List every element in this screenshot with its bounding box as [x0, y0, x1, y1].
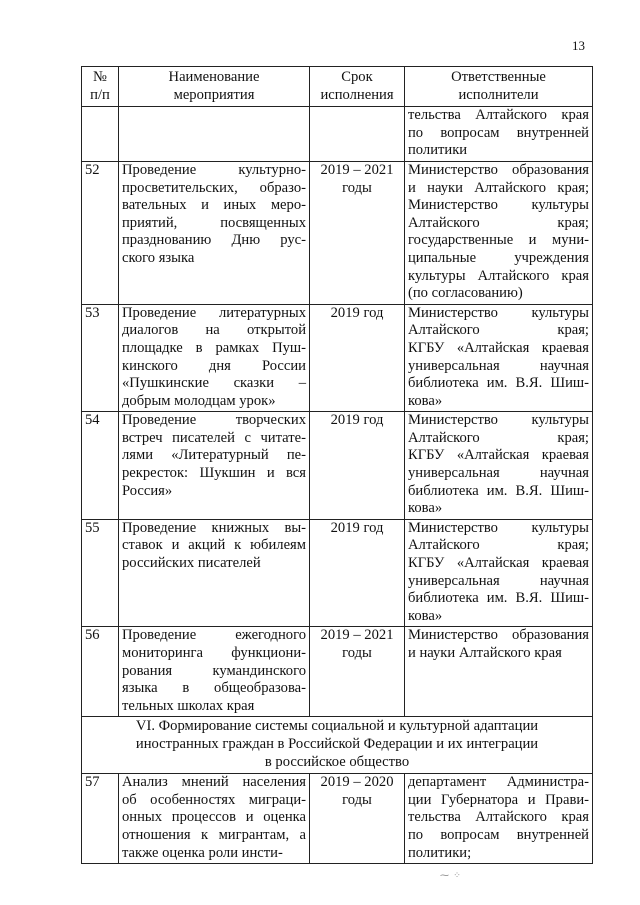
cell-line: Алтайского края; — [408, 322, 589, 339]
event-name-cell — [119, 304, 310, 412]
event-name-cell — [119, 161, 310, 304]
cell-line: КГБУ «Алтайская краевая — [408, 555, 589, 572]
cell-line: диалогов на открытой — [122, 322, 306, 339]
responsible-cell — [405, 304, 593, 412]
table-row — [82, 774, 593, 864]
cell-line: библиотека им. В.Я. Шиш- — [408, 590, 589, 607]
cell-line: ского языка — [122, 249, 195, 266]
cell-line: «Пушкинские сказки – — [122, 375, 306, 392]
continuation-num-cell — [82, 107, 119, 162]
cell-line: Министерство культуры — [408, 304, 589, 321]
cell-line: по вопросам внутренней — [408, 826, 589, 843]
cell-line: библиотека им. В.Я. Шиш- — [408, 482, 589, 499]
cell-line: мониторинга функциони- — [122, 645, 306, 661]
cell-line: ципальные учреждения — [408, 249, 589, 266]
event-name-cell — [119, 627, 310, 717]
cell-line: кова» — [408, 607, 443, 624]
cell-line: универсальная научная — [408, 357, 589, 374]
cell-line: Проведение творческих — [122, 412, 306, 429]
cell-line: празднованию Дню рус- — [122, 232, 306, 249]
cell-line: политики — [408, 142, 468, 159]
cell-line: и науки Алтайского края — [408, 645, 562, 661]
deadline-cell — [310, 519, 405, 627]
table-header-row — [82, 67, 593, 107]
cell-line: об особенностях миграци- — [122, 791, 306, 808]
responsible-cell — [405, 627, 593, 717]
cell-line: Анализ мнений населения — [122, 774, 306, 791]
responsible-cell — [405, 519, 593, 627]
cell-line: иностранных граждан в Российской Федерации и их интеграции — [135, 735, 539, 752]
events-table — [81, 66, 593, 864]
section-heading-row — [82, 717, 593, 774]
deadline-cell — [310, 412, 405, 520]
cell-line: КГБУ «Алтайская краевая — [408, 447, 589, 464]
cell-line: языка в общеобразова- — [122, 680, 306, 697]
deadline-cell — [310, 304, 405, 412]
row-number: 57 — [82, 774, 119, 864]
responsible-cell — [405, 161, 593, 304]
row-number: 53 — [82, 304, 119, 412]
cell-line: Министерство культуры — [408, 412, 589, 429]
table-row — [82, 161, 593, 304]
cell-line: годы — [342, 645, 372, 661]
row-number: 56 — [82, 627, 119, 717]
event-name-cell — [119, 412, 310, 520]
cell-line: ставок и акций к юбилеям — [122, 537, 306, 554]
page-number: 13 — [572, 38, 585, 53]
cell-line: приятий, посвященных — [122, 214, 306, 231]
continuation-term-cell — [310, 107, 405, 162]
responsible-cell — [405, 412, 593, 520]
row-number: 55 — [82, 519, 119, 627]
table-row — [82, 519, 593, 627]
continuation-row — [82, 107, 593, 162]
cell-line: в российское общество — [264, 753, 410, 770]
cell-line: 2019 год — [330, 519, 384, 536]
section-heading — [82, 717, 593, 774]
cell-line: кинского дня России — [122, 357, 306, 374]
cell-line: Проведение литературных — [122, 304, 306, 321]
cell-line: Министерство образования — [408, 161, 589, 178]
table-row — [82, 304, 593, 412]
cell-line: и науки Алтайского края; — [408, 179, 589, 196]
cell-line: ции Губернатора и Прави- — [408, 791, 589, 808]
continuation-responsible-cell — [405, 107, 593, 162]
cell-line: просветительских, образо- — [122, 179, 306, 196]
cell-line: Министерство культуры — [408, 519, 589, 536]
cell-line: тельства Алтайского края — [408, 107, 589, 124]
scan-mark: ⁓ ⁘ — [440, 870, 462, 880]
cell-line: 2019 – 2020 — [320, 774, 394, 791]
cell-line: универсальная научная — [408, 465, 589, 482]
cell-line: отношения к мигрантам, а — [122, 826, 306, 843]
cell-line: 2019 год — [330, 304, 384, 321]
cell-line: библиотека им. В.Я. Шиш- — [408, 375, 589, 392]
header-number: № п/п — [82, 67, 119, 107]
deadline-cell — [310, 161, 405, 304]
cell-line: площадке в рамках Пуш- — [122, 339, 306, 356]
cell-line: Россия» — [122, 482, 173, 499]
cell-line: российских писателей — [122, 555, 261, 572]
cell-line: онных процессов и оценка — [122, 809, 306, 826]
cell-line: рования кумандинского — [122, 662, 306, 679]
cell-line: VI. Формирование системы социальной и культурной адаптации — [135, 718, 539, 735]
cell-line: рекресток: Шукшин и вся — [122, 465, 306, 482]
cell-line: КГБУ «Алтайская краевая — [408, 339, 589, 356]
cell-line: годы — [342, 791, 372, 808]
cell-line: Алтайского края; — [408, 214, 589, 231]
header-deadline: Срок исполнения — [310, 67, 405, 107]
cell-line: годы — [342, 179, 372, 196]
cell-line: государственные и муни- — [408, 232, 589, 249]
cell-line: встреч писателей с читате- — [122, 429, 306, 446]
header-event-name: Наименование мероприятия — [119, 67, 310, 107]
cell-line: Министерство образования — [408, 627, 589, 644]
event-name-cell — [119, 774, 310, 864]
cell-line: департамент Администра- — [408, 774, 589, 791]
header-responsible: Ответственные исполнители — [405, 67, 593, 107]
row-number: 54 — [82, 412, 119, 520]
cell-line: по вопросам внутренней — [408, 124, 589, 141]
table-row — [82, 627, 593, 717]
cell-line: кова» — [408, 500, 443, 517]
table-row — [82, 412, 593, 520]
cell-line: Проведение книжных вы- — [122, 519, 306, 536]
cell-line: (по согласованию) — [408, 285, 523, 302]
cell-line: Алтайского края; — [408, 537, 589, 554]
row-number: 52 — [82, 161, 119, 304]
cell-line: 2019 – 2021 — [320, 627, 394, 644]
cell-line: кова» — [408, 392, 443, 409]
cell-line: политики; — [408, 844, 472, 861]
continuation-name-cell — [119, 107, 310, 162]
cell-line: Министерство культуры — [408, 197, 589, 214]
cell-line: Проведение ежегодного — [122, 627, 306, 644]
cell-line: 2019 – 2021 — [320, 161, 394, 178]
cell-line: также оценка роли инсти- — [122, 844, 283, 861]
deadline-cell — [310, 774, 405, 864]
cell-line: тельства Алтайского края — [408, 809, 589, 826]
cell-line: культуры Алтайского края — [408, 267, 589, 284]
cell-line: универсальная научная — [408, 572, 589, 589]
cell-line: вательных и иных меро- — [122, 197, 306, 214]
cell-line: Алтайского края; — [408, 429, 589, 446]
cell-line: тельных школах края — [122, 697, 255, 714]
cell-line: лями «Литературный пе- — [122, 447, 306, 464]
event-name-cell — [119, 519, 310, 627]
cell-line: Проведение культурно- — [122, 161, 306, 178]
responsible-cell — [405, 774, 593, 864]
cell-line: 2019 год — [330, 412, 384, 429]
cell-line: добрым молодцам урок» — [122, 392, 276, 409]
deadline-cell — [310, 627, 405, 717]
